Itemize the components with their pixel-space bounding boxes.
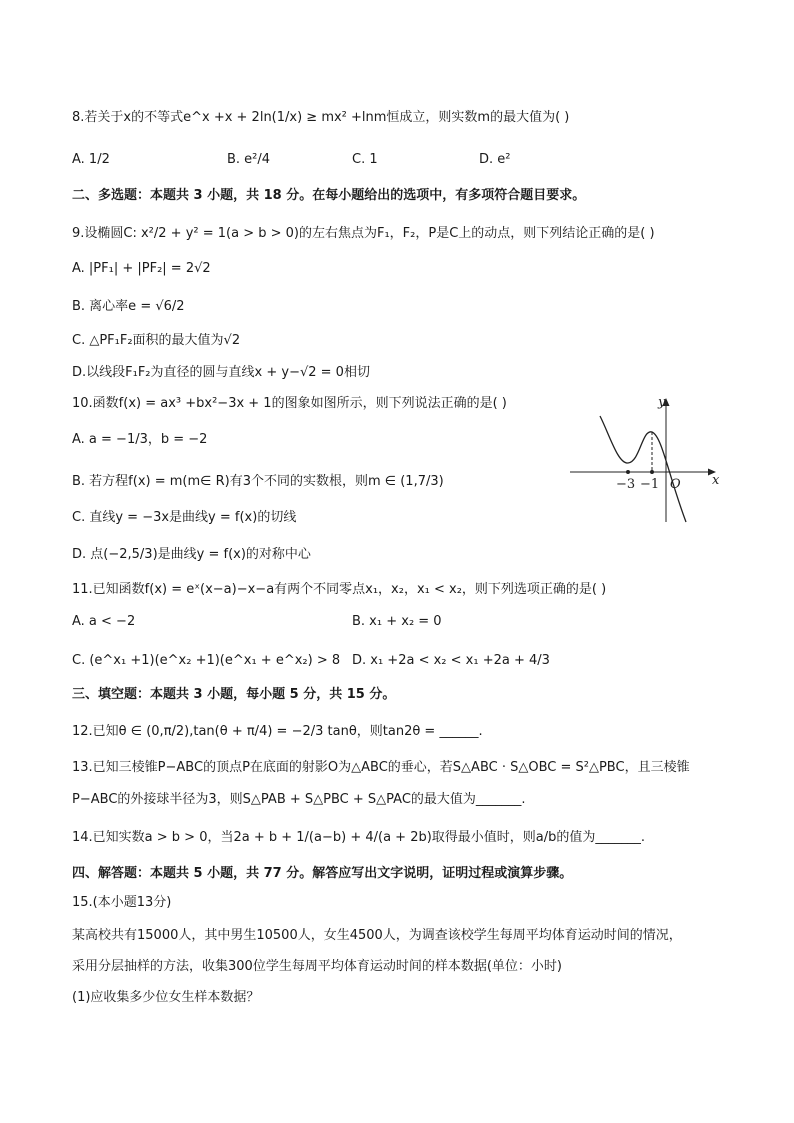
origin-label: O — [670, 477, 681, 492]
x-axis-label: x — [712, 473, 720, 488]
section-multiple-choice-heading: 二、多选题：本题共 3 小题，共 18 分。在每小题给出的选项中，有多项符合题目要求。 — [72, 188, 586, 203]
q9-option-b: B. 离心率e = √6/2 — [72, 299, 185, 314]
q15-part1: (1)应收集多少位女生样本数据？ — [72, 990, 260, 1005]
q10-option-b: B. 若方程f(x) = m(m∈ R)有3个不同的实数根，则m ∈ (1,7/3) — [72, 474, 444, 489]
y-axis-label: y — [658, 395, 666, 410]
q15-line1: 某高校共有15000人，其中男生10500人，女生4500人，为调查该校学生每周平均体育运动时间的情况， — [72, 928, 682, 943]
q15-line2: 采用分层抽样的方法，收集300位学生每周平均体育运动时间的样本数据(单位：小时) — [72, 959, 562, 974]
q8-option-b: B. e²/4 — [227, 152, 271, 167]
q9-option-a: A. |PF₁| + |PF₂| = 2√2 — [72, 261, 211, 276]
q11-stem: 11.已知函数f(x) = eˣ(x−a)−x−a有两个不同零点x₁，x₂，x₁ < x₂，则下列选项正确的是( ) — [72, 582, 607, 597]
q9-option-d: D.以线段F₁F₂为直径的圆与直线x + y−√2 = 0相切 — [72, 365, 370, 380]
point-x-neg3 — [626, 470, 630, 474]
q15-header: 15.(本小题13分) — [72, 895, 172, 910]
q9-option-c: C. △PF₁F₂面积的最大值为√2 — [72, 333, 241, 348]
q14-stem: 14.已知实数a > b > 0，当2a + b + 1/(a−b) + 4/(a + 2b)取得最小值时，则a/b的值为_______. — [72, 830, 646, 845]
q10-option-c: C. 直线y = −3x是曲线y = f(x)的切线 — [72, 510, 297, 525]
q11-option-c: C. (e^x₁ +1)(e^x₂ +1)(e^x₁ + e^x₂) > 8 — [72, 653, 341, 668]
q11-option-a: A. a < −2 — [72, 614, 136, 629]
q10-option-a: A. a = −1/3，b = −2 — [72, 432, 208, 447]
q13-line1: 13.已知三棱锥P−ABC的顶点P在底面的射影O为△ABC的垂心，若S△ABC · S△OBC = S²△PBC，且三棱锥 — [72, 760, 690, 775]
section-fill-in-heading: 三、填空题：本题共 3 小题，每小题 5 分，共 15 分。 — [72, 687, 396, 702]
point-x-neg1 — [650, 470, 654, 474]
tick-label-neg1: −1 — [640, 477, 660, 492]
q9-stem: 9.设椭圆C: x²/2 + y² = 1(a > b > 0)的左右焦点为F₁，F₂，P是C上的动点，则下列结论正确的是( ) — [72, 226, 655, 241]
q8-option-a: A. 1/2 — [72, 152, 110, 167]
q12-stem: 12.已知θ ∈ (0,π/2),tan(θ + π/4) = −2/3 tanθ，则tan2θ = ______. — [72, 724, 483, 739]
q11-option-d: D. x₁ +2a < x₂ < x₁ +2a + 4/3 — [352, 653, 550, 668]
section-solution-heading: 四、解答题：本题共 5 小题，共 77 分。解答应写出文字说明，证明过程或演算步骤。 — [72, 866, 573, 881]
q8-option-d: D. e² — [479, 152, 511, 167]
tick-label-neg3: −3 — [616, 477, 636, 492]
q11-option-b: B. x₁ + x₂ = 0 — [352, 614, 442, 629]
q13-line2: P−ABC的外接球半径为3，则S△PAB + S△PBC + S△PAC的最大值为_______. — [72, 792, 526, 807]
q8-stem: 8.若关于x的不等式e^x +x + 2ln(1/x) ≥ mx² +lnm恒成立，则实数m的最大值为( ) — [72, 110, 570, 125]
q10-stem: 10.函数f(x) = ax³ +bx²−3x + 1的图象如图所示，则下列说法正确的是( ) — [72, 396, 507, 411]
q10-function-graph — [566, 390, 726, 530]
q8-option-c: C. 1 — [352, 152, 378, 167]
cubic-curve — [600, 416, 686, 522]
q10-option-d: D. 点(−2,5/3)是曲线y = f(x)的对称中心 — [72, 547, 311, 562]
